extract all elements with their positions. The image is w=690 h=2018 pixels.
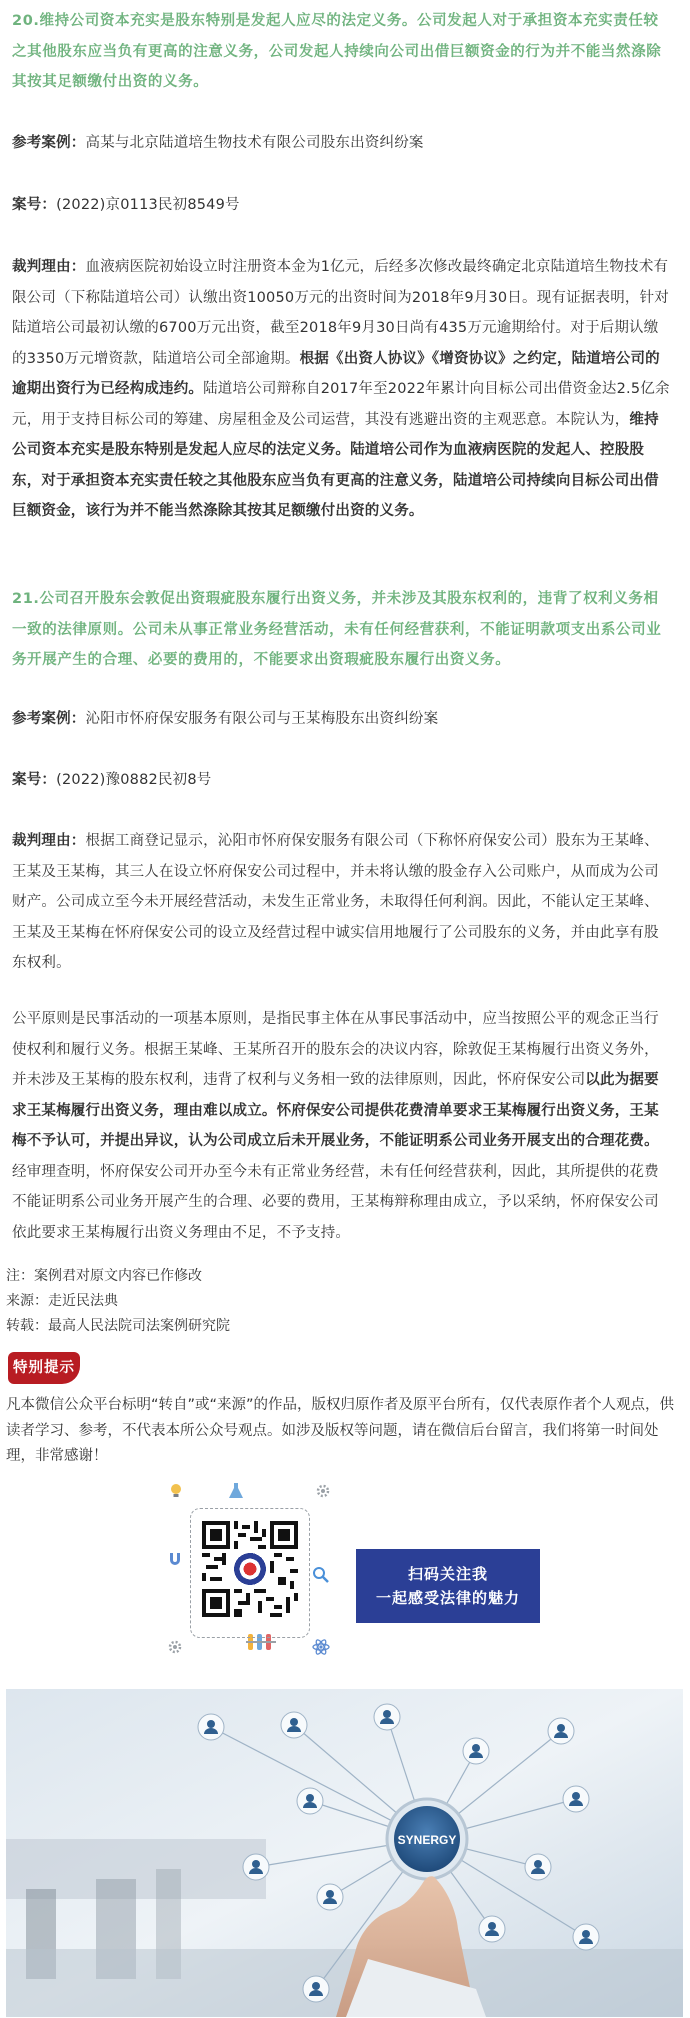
section-20-heading: 20.维持公司资本充实是股东特别是发起人应尽的法定义务。公司发起人对于承担资本充实责任较之其他股东应当负有更高的注意义务，公司发起人持续向公司出借巨额资金的行为并不能当然涤除其按其足额缴付出资的义务。: [12, 13, 662, 90]
case-number-value: (2022)京0113民初8549号: [56, 197, 240, 213]
section-21-case: [12, 704, 672, 735]
fairness-bold: 以此为据要求王某梅履行出资义务，理由难以成立。怀府保安公司提供花费清单要求王某梅履行出资义务，王某梅不予认可，并提出异议，认为公司成立后未开展业务，不能证明系公司业务开展支出的合理花费。: [12, 1072, 659, 1149]
reasoning-text-2: 陆道培公司辩称自2017年至2022年累计向目标公司出借资金达2.5亿余元，用于支持目标公司的筹建、房屋租金及公司运营，其没有逃避出资的主观恶意。本院认为，: [12, 381, 670, 428]
flask-icon: [228, 1482, 244, 1504]
case-value: 沁阳市怀府保安服务有限公司与王某梅股东出资纠纷案: [85, 711, 439, 727]
case-label: 参考案例：: [12, 135, 86, 151]
copyright-notice: 凡本微信公众平台标明“转自”或“来源”的作品，版权归原作者及原平台所有，仅代表原作者个人观点，供读者学习、参考，不代表本所公众号观点。如涉及版权等问题，请在微信后台留言，我们将第一时间处理，非常感谢！: [6, 1397, 675, 1464]
gear-icon: [316, 1484, 330, 1502]
follow-line-1: 扫码关注我: [407, 1565, 488, 1583]
case-number-value: (2022)豫0882民初8号: [56, 772, 212, 788]
reasoning-bold-2: 维持公司资本充实是股东特别是发起人应尽的法定义务。陆道培公司作为血液病医院的发起人、控股股东，对于承担资本充实责任较之其他股东应当负有更高的注意义务，陆道培公司持续向目标公司出借巨额资金，该行为并不能当然涤除其按其足额缴付出资的义务。: [12, 411, 659, 519]
section-20-case-number: [12, 190, 672, 221]
lightbulb-icon: [168, 1482, 184, 1504]
section-20-case: [12, 128, 672, 159]
synergy-hero-image: [6, 1689, 683, 2017]
case-value: 高某与北京陆道培生物技术有限公司股东出资纠纷案: [85, 135, 424, 151]
hub-label: SYNERGY: [397, 1833, 457, 1847]
section-21-heading: 21.公司召开股东会敦促出资瑕疵股东履行出资义务，并未涉及其股东权利的，违背了权利义务相一致的法律原则。公司未从事正常业务经营活动，未有任何经营获利，不能证明款项支出系公司业务开展产生的合理、必要的费用的，不能要求出资瑕疵股东履行出资义务。: [12, 591, 662, 668]
atom-icon: [312, 1638, 330, 1660]
reasoning-text: 根据工商登记显示，沁阳市怀府保安服务有限公司（下称怀府保安公司）股东为王某峰、王某及王某梅，其三人在设立怀府保安公司过程中，并未将认缴的股金存入公司账户，从而成为公司财产。公司成立至今未开展经营活动，未发生正常业务，未取得任何利润。因此，不能认定王某峰、王某及王某梅在怀府保安公司的设立及经营过程中诚实信用地履行了公司股东的义务，并由此享有股东权利。: [12, 833, 659, 971]
reasoning-label: 裁判理由：: [12, 833, 86, 849]
source-line: 来源：走近民法典: [6, 1293, 118, 1309]
special-notice-badge: 特别提示: [8, 1352, 80, 1384]
follow-banner[interactable]: [356, 1549, 540, 1623]
repost-line: 转载：最高人民法院司法案例研究院: [6, 1318, 230, 1334]
fairness-text-1: 公平原则是民事活动的一项基本原则，是指民事主体在从事民事活动中，应当按照公平的观念正当行使权利和履行义务。根据王某峰、王某所召开的股东会的决议内容，除敦促王某梅履行出资义务外，并未涉及王某梅的股东权利，违背了权利与义务相一致的法律原则，因此，怀府保安公司: [12, 1011, 659, 1088]
reasoning-text-1: 血液病医院初始设立时注册资本金为1亿元，后经多次修改最终确定北京陆道培生物技术有限公司（下称陆道培公司）认缴出资10050万元的出资时间为2018年9月30日。现有证据表明，针对陆道培公司最初认缴的6700万元出资，截至2018年9月30日尚有435万元逾期给付。对于后期认缴的3350万元增资款，陆道培公司全部逾期。: [12, 259, 670, 367]
edit-note: 注：案例君对原文内容已作修改: [6, 1268, 202, 1284]
case-number-label: 案号：: [12, 772, 57, 788]
reasoning-label: 裁判理由：: [12, 259, 86, 275]
section-21-reasoning: [12, 826, 672, 979]
section-21-fairness-paragraph: [12, 1004, 672, 1248]
follow-line-2: 一起感受法律的魅力: [375, 1589, 520, 1607]
qr-code[interactable]: [202, 1521, 298, 1617]
magnet-icon: [167, 1551, 183, 1573]
section-20-reasoning: [12, 252, 672, 527]
reasoning-bold-1: 根据《出资人协议》《增资协议》之约定，陆道培公司的逾期出资行为已经构成违约。: [12, 350, 660, 397]
case-label: 参考案例：: [12, 711, 86, 727]
section-21-case-number: [12, 765, 672, 796]
magnifier-icon: [312, 1566, 330, 1588]
fairness-text-2: 经审理查明，怀府保安公司开办至今未有正常业务经营，未有任何经营获利，因此，其所提供的花费不能证明系公司业务开展产生的合理、必要的费用，王某梅辩称理由成立，予以采纳，怀府保安公司依此要求王某梅履行出资义务理由不足，不予支持。: [12, 1163, 659, 1241]
case-number-label: 案号：: [12, 197, 57, 213]
gear-icon: [168, 1640, 182, 1658]
